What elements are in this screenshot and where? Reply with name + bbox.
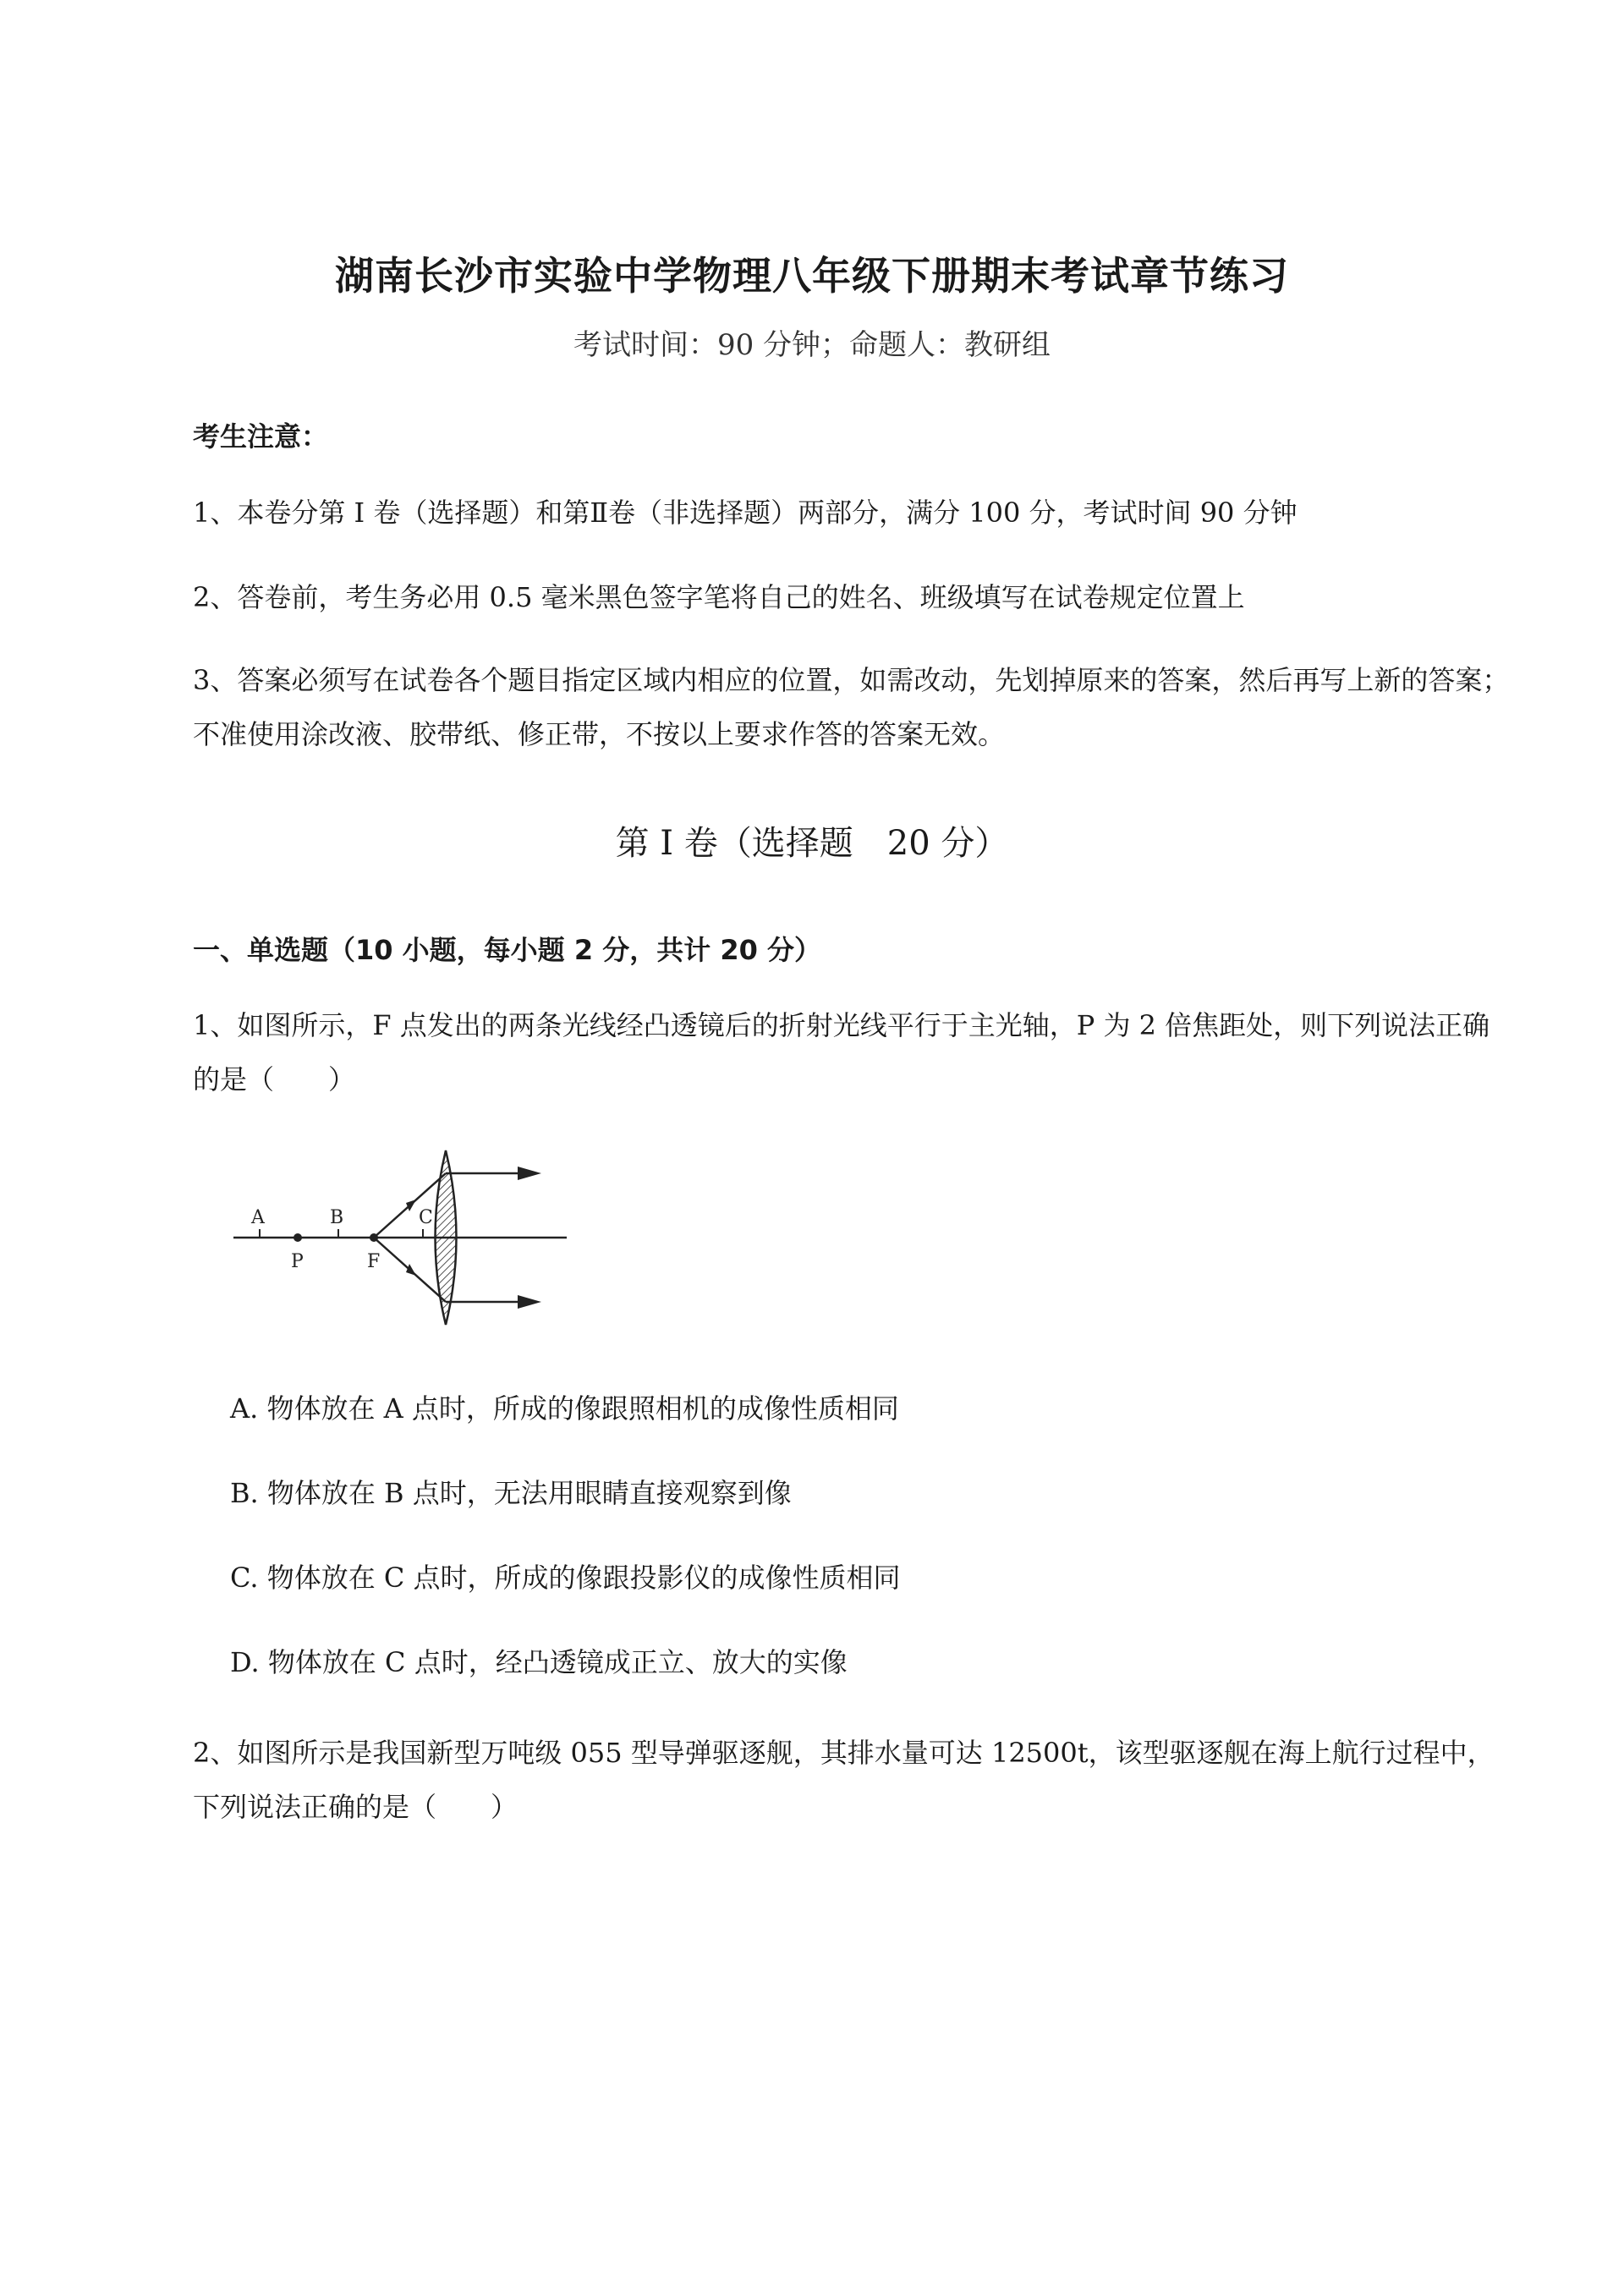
- notice-item: 1、本卷分第 I 卷（选择题）和第Ⅱ卷（非选择题）两部分，满分 100 分，考试时间 90 分钟: [193, 497, 1298, 529]
- notice-label: 考生注意：: [193, 420, 329, 453]
- section-title: 第 I 卷（选择题 20 分）: [615, 824, 1009, 863]
- arrow-lower-out: [518, 1295, 541, 1309]
- notice-item: 3、答案必须写在试卷各个题目指定区域内相应的位置，如需改动，先划掉原来的答案，然后再写上新的答案；不准使用涂改液、胶带纸、修正带，不按以上要求作答的答案无效。: [193, 664, 1510, 750]
- question-1-stem: 1、如图所示，F 点发出的两条光线经凸透镜后的折射光线平行于主光轴，P 为 2 倍焦距处，则下列说法正确的是（ ）: [193, 1009, 1490, 1095]
- question-2-stem: 2、如图所示是我国新型万吨级 055 型导弹驱逐舰，其排水量可达 12500t，该型驱逐舰在海上航行过程中，下列说法正确的是（ ）: [193, 1737, 1495, 1823]
- arrow-upper-in: [406, 1200, 416, 1211]
- question-1-option-d[interactable]: D. 物体放在 C 点时，经凸透镜成正立、放大的实像: [230, 1646, 848, 1678]
- convex-lens: [436, 1150, 457, 1325]
- notice-item: 2、答卷前，考生务必用 0.5 毫米黑色签字笔将自己的姓名、班级填写在试卷规定位置上: [193, 581, 1245, 613]
- question-1-option-a[interactable]: A. 物体放在 A 点时，所成的像跟照相机的成像性质相同: [230, 1392, 899, 1425]
- question-1-option-b[interactable]: B. 物体放在 B 点时，无法用眼睛直接观察到像: [230, 1477, 792, 1509]
- arrow-upper-out: [518, 1167, 541, 1180]
- arrow-lower-in: [406, 1264, 416, 1276]
- subsection-title: 一、单选题（10 小题，每小题 2 分，共计 20 分）: [193, 934, 822, 966]
- exam-info: 考试时间：90 分钟；命题人：教研组: [573, 328, 1051, 362]
- label-f: F: [367, 1251, 381, 1272]
- label-b: B: [330, 1207, 344, 1228]
- question-1-option-c[interactable]: C. 物体放在 C 点时，所成的像跟投影仪的成像性质相同: [230, 1562, 901, 1594]
- lens-diagram: [228, 1142, 584, 1337]
- label-p: P: [291, 1251, 304, 1272]
- point-p: [294, 1233, 302, 1242]
- page-title: 湖南长沙市实验中学物理八年级下册期末考试章节练习: [335, 253, 1289, 299]
- label-c: C: [419, 1207, 433, 1228]
- label-a: A: [251, 1207, 265, 1228]
